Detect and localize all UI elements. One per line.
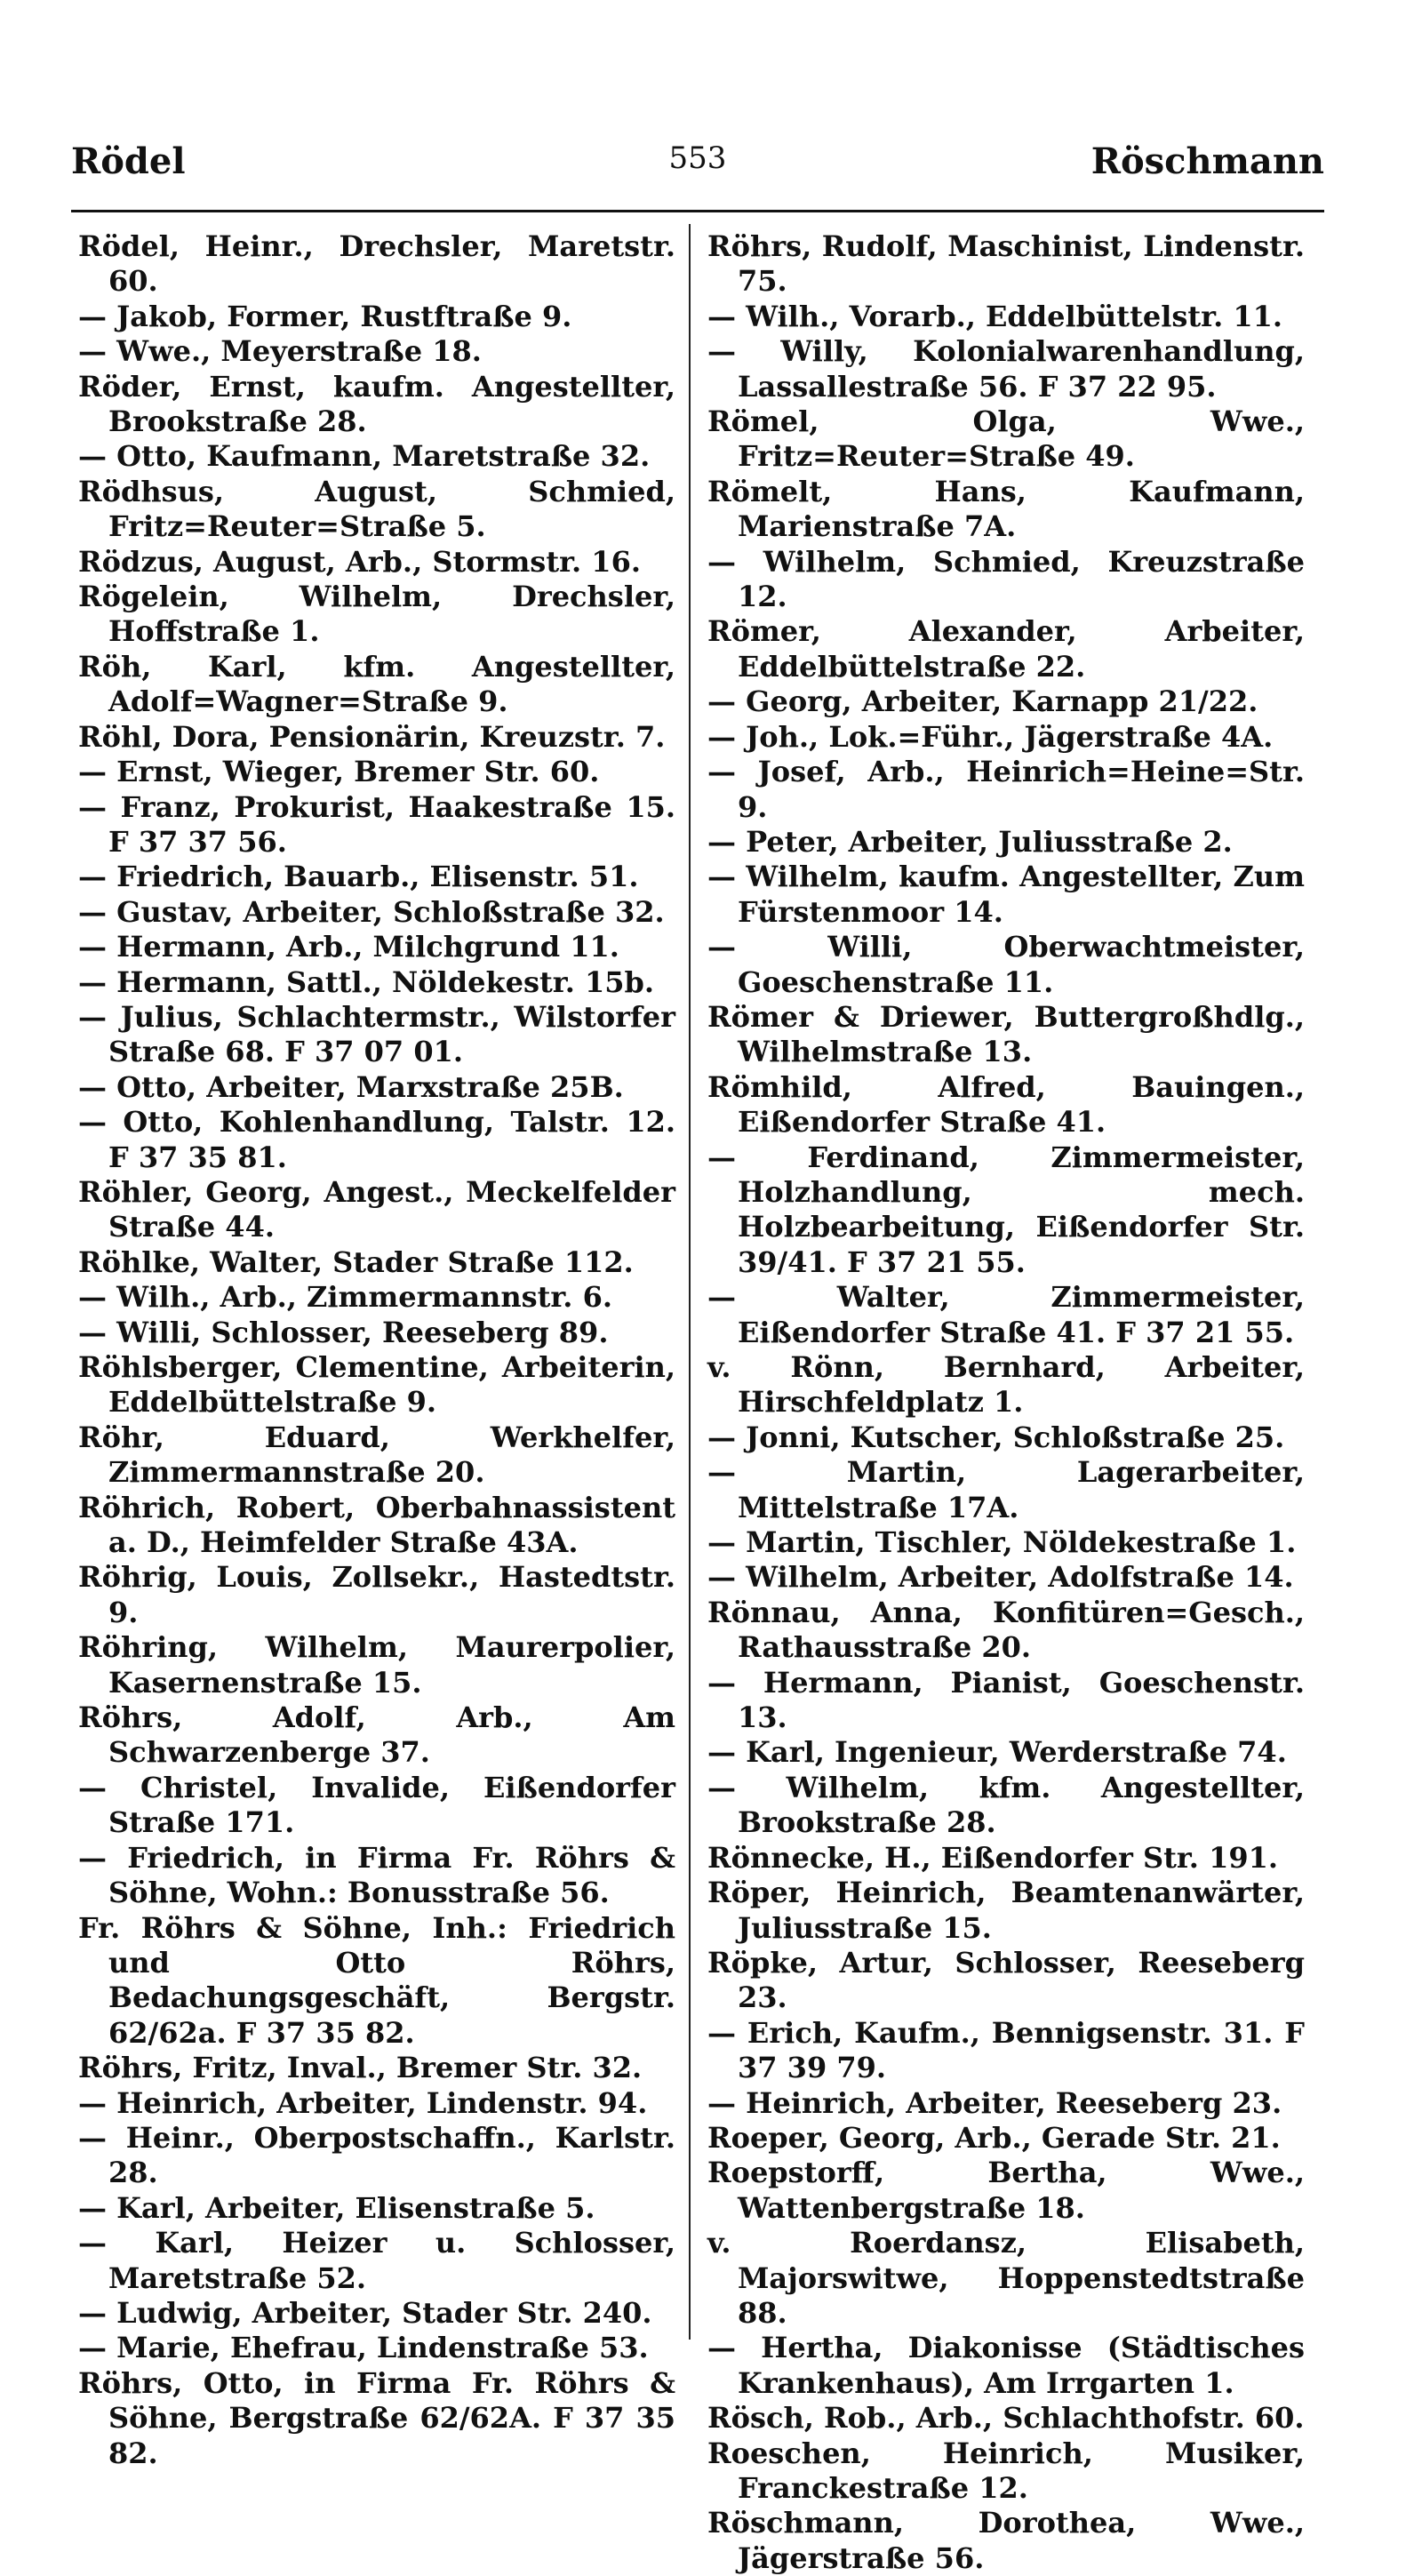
directory-entry: Röhrs, Adolf, Arb., Am Schwarzenberge 37. (78, 1700, 675, 1770)
directory-entry: — Gustav, Arbeiter, Schloßstraße 32. (78, 894, 665, 929)
directory-entry: Röhler, Georg, Angest., Meckelfelder Straße 44. (78, 1174, 675, 1244)
directory-entry: Röh, Karl, kfm. Angestellter, Adolf=Wagner=Straße 9. (78, 649, 675, 719)
directory-entry: Röper, Heinrich, Beamtenanwärter, Juliusstraße 15. (707, 1876, 1305, 1945)
directory-entry: Römelt, Hans, Kaufmann, Marienstraße 7A. (707, 474, 1305, 544)
header-first-entry: Rödel (71, 140, 186, 182)
directory-entry: — Willi, Schlosser, Reeseberg 89. (78, 1315, 609, 1349)
directory-entry: Röhrs, Rudolf, Maschinist, Lindenstr. 75. (707, 229, 1305, 299)
directory-entry: — Heinrich, Arbeiter, Reeseberg 23. (707, 2085, 1282, 2120)
directory-entry: — Karl, Arbeiter, Elisenstraße 5. (78, 2190, 595, 2225)
directory-entry: — Hermann, Sattl., Nöldekestr. 15b. (78, 964, 655, 999)
directory-entry: Rönnau, Anna, Konfitüren=Gesch., Rathausstraße 20. (707, 1595, 1305, 1665)
directory-entry: Rödzus, August, Arb., Stormstr. 16. (78, 544, 641, 579)
directory-entry: Röhlke, Walter, Stader Straße 112. (78, 1244, 634, 1279)
directory-entry: v. Rönn, Bernhard, Arbeiter, Hirschfeldplatz 1. (707, 1350, 1305, 1420)
directory-entry: — Otto, Kohlenhandlung, Talstr. 12. F 37 35 81. (78, 1105, 675, 1174)
directory-entry: — Georg, Arbeiter, Karnapp 21/22. (707, 684, 1258, 719)
directory-entry: — Marie, Ehefrau, Lindenstraße 53. (78, 2331, 649, 2365)
directory-entry: Röpke, Artur, Schlosser, Reeseberg 23. (707, 1945, 1305, 2015)
directory-entry: — Julius, Schlachtermstr., Wilstorfer Straße 68. F 37 07 01. (78, 999, 675, 1069)
directory-entry: — Martin, Lagerarbeiter, Mittelstraße 17A. (707, 1455, 1305, 1524)
directory-entry: — Wwe., Meyerstraße 18. (78, 334, 482, 369)
directory-entry: Röhl, Dora, Pensionärin, Kreuzstr. 7. (78, 719, 666, 754)
directory-entry: Roeper, Georg, Arb., Gerade Str. 21. (707, 2120, 1281, 2155)
directory-entry: — Martin, Tischler, Nöldekestraße 1. (707, 1525, 1297, 1560)
directory-entry: — Wilhelm, kfm. Angestellter, Brookstraße 28. (707, 1770, 1305, 1840)
directory-entry: Röhring, Wilhelm, Maurerpolier, Kasernenstraße 15. (78, 1630, 675, 1700)
directory-entry: — Heinrich, Arbeiter, Lindenstr. 94. (78, 2085, 648, 2120)
directory-entry: Röhrich, Robert, Oberbahnassistent a. D., Heimfelder Straße 43A. (78, 1490, 675, 1560)
directory-entry: — Hermann, Arb., Milchgrund 11. (78, 930, 619, 964)
directory-entry: — Joh., Lok.=Führ., Jägerstraße 4A. (707, 719, 1274, 754)
right-column (707, 229, 1305, 2576)
directory-entry: Römer & Driewer, Buttergroßhdlg., Wilhelmstraße 13. (707, 999, 1305, 1069)
directory-entry: — Peter, Arbeiter, Juliusstraße 2. (707, 824, 1233, 859)
directory-entry: Römhild, Alfred, Bauingen., Eißendorfer Straße 41. (707, 1069, 1305, 1140)
directory-entry: — Ludwig, Arbeiter, Stader Str. 240. (78, 2295, 652, 2330)
directory-entry: — Karl, Heizer u. Schlosser, Maretstraße 52. (78, 2226, 675, 2295)
directory-entry: — Hermann, Pianist, Goeschenstr. 13. (707, 1665, 1305, 1735)
directory-entry: Röhr, Eduard, Werkhelfer, Zimmermannstraße 20. (78, 1420, 675, 1490)
directory-entry: Rönnecke, H., Eißendorfer Str. 191. (707, 1840, 1278, 1875)
directory-entry: — Hertha, Diakonisse (Städtisches Krankenhaus), Am Irrgarten 1. (707, 2331, 1305, 2400)
directory-entry: Fr. Röhrs & Söhne, Inh.: Friedrich und Otto Röhrs, Bedachungsgeschäft, Bergstr. 62/62a. F 37 35 82. (78, 1910, 675, 2050)
directory-entry: Rödhsus, August, Schmied, Fritz=Reuter=Straße 5. (78, 474, 675, 544)
directory-entry: Roeschen, Heinrich, Musiker, Franckestraße 12. (707, 2436, 1305, 2505)
directory-entry: — Otto, Kaufmann, Maretstraße 32. (78, 439, 651, 474)
directory-entry: — Jonni, Kutscher, Schloßstraße 25. (707, 1420, 1285, 1454)
directory-entry: — Ernst, Wieger, Bremer Str. 60. (78, 755, 600, 789)
header-last-entry: Röschmann (1090, 140, 1324, 182)
directory-entry: — Heinr., Oberpostschaffn., Karlstr. 28. (78, 2120, 675, 2190)
directory-entry: — Walter, Zimmermeister, Eißendorfer Straße 41. F 37 21 55. (707, 1280, 1305, 1349)
page-header (71, 140, 1324, 194)
directory-entry: — Wilhelm, kaufm. Angestellter, Zum Fürstenmoor 14. (707, 860, 1305, 929)
directory-entry: — Friedrich, Bauarb., Elisenstr. 51. (78, 860, 639, 894)
page-number: 553 (668, 140, 727, 176)
directory-entry: Römer, Alexander, Arbeiter, Eddelbüttelstraße 22. (707, 614, 1305, 684)
directory-entry: — Ferdinand, Zimmermeister, Holzhandlung, mech. Holzbearbeitung, Eißendorfer Str. 39/41. F 37 21 55. (707, 1140, 1305, 1279)
directory-entry: — Karl, Ingenieur, Werderstraße 74. (707, 1735, 1287, 1770)
column-divider (689, 224, 691, 2340)
directory-entry: Rödel, Heinr., Drechsler, Maretstr. 60. (78, 229, 675, 299)
directory-entry: — Wilh., Arb., Zimmermannstr. 6. (78, 1280, 612, 1315)
directory-entry: Röhrs, Otto, in Firma Fr. Röhrs & Söhne, Bergstraße 62/62A. F 37 35 82. (78, 2365, 675, 2470)
directory-entry: — Christel, Invalide, Eißendorfer Straße 171. (78, 1770, 675, 1840)
directory-entry: — Jakob, Former, Rustftraße 9. (78, 299, 572, 333)
directory-entry: Roepstorff, Bertha, Wwe., Wattenbergstraße 18. (707, 2156, 1305, 2225)
left-column (78, 229, 675, 2471)
directory-entry: — Wilhelm, Arbeiter, Adolfstraße 14. (707, 1560, 1294, 1595)
directory-entry: Röhrs, Fritz, Inval., Bremer Str. 32. (78, 2051, 643, 2085)
directory-entry: Römel, Olga, Wwe., Fritz=Reuter=Straße 49. (707, 404, 1305, 474)
directory-entry: — Wilh., Vorarb., Eddelbüttelstr. 11. (707, 299, 1283, 333)
directory-entry: Rögelein, Wilhelm, Drechsler, Hoffstraße 1. (78, 580, 675, 649)
header-rule (71, 210, 1324, 212)
directory-entry: — Willi, Oberwachtmeister, Goeschenstraße 11. (707, 930, 1305, 999)
directory-entry: v. Roerdansz, Elisabeth, Majorswitwe, Hoppenstedtstraße 88. (707, 2226, 1305, 2330)
directory-entry: — Friedrich, in Firma Fr. Röhrs & Söhne, Wohn.: Bonusstraße 56. (78, 1840, 675, 1910)
directory-entry: — Otto, Arbeiter, Marxstraße 25B. (78, 1069, 624, 1104)
directory-entry: Rösch, Rob., Arb., Schlachthofstr. 60. (707, 2401, 1305, 2436)
directory-entry: — Wilhelm, Schmied, Kreuzstraße 12. (707, 544, 1305, 614)
directory-entry: — Willy, Kolonialwarenhandlung, Lassallestraße 56. F 37 22 95. (707, 334, 1305, 404)
directory-entry: Röder, Ernst, kaufm. Angestellter, Brookstraße 28. (78, 369, 675, 439)
directory-entry: — Franz, Prokurist, Haakestraße 15. F 37 37 56. (78, 789, 675, 859)
directory-entry: Röschmann, Dorothea, Wwe., Jägerstraße 56. (707, 2506, 1305, 2575)
directory-entry: Röhlsberger, Clementine, Arbeiterin, Eddelbüttelstraße 9. (78, 1350, 675, 1420)
directory-entry: — Josef, Arb., Heinrich=Heine=Str. 9. (707, 755, 1305, 824)
directory-entry: Röhrig, Louis, Zollsekr., Hastedtstr. 9. (78, 1560, 675, 1629)
directory-entry: — Erich, Kaufm., Bennigsenstr. 31. F 37 39 79. (707, 2015, 1305, 2085)
